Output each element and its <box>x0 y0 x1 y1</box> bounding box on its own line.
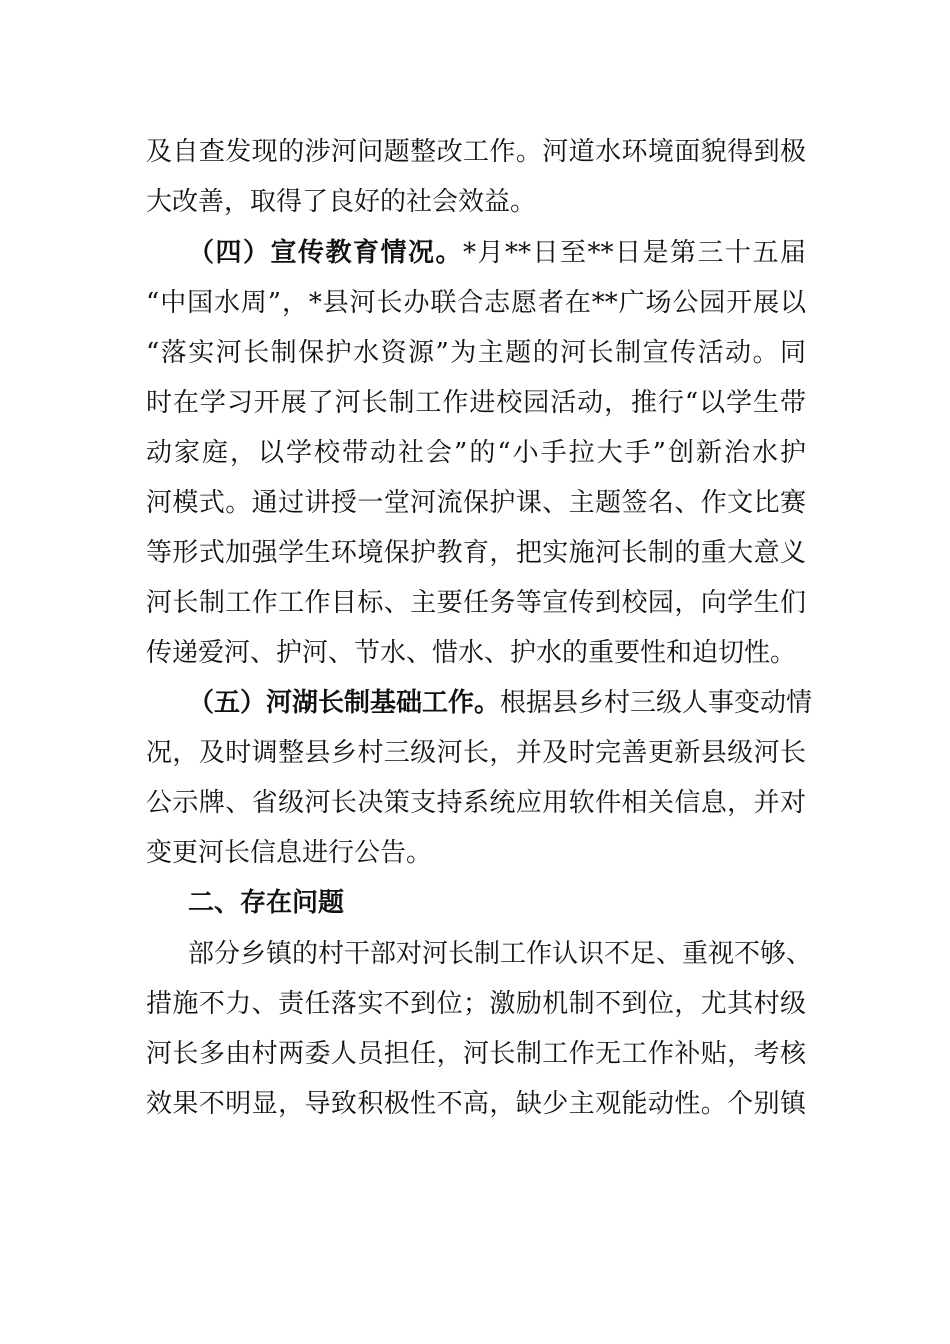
paragraph-first-line <box>188 228 806 278</box>
text-line: 况，及时调整县乡村三级河长，并及时完善更新县级河长 <box>146 738 806 768</box>
text-line: 及自查发现的涉河问题整改工作。河道水环境面貌得到极 <box>146 137 806 167</box>
text-line: 效果不明显，导致积极性不高，缺少主观能动性。个别镇 <box>146 1089 806 1119</box>
text-line: 动家庭，以学校带动社会”的“小手拉大手”创新治水护 <box>146 438 806 468</box>
text-line: 公示牌、省级河长决策支持系统应用软件相关信息，并对 <box>146 788 806 818</box>
text-line: 变更河长信息进行公告。 <box>146 838 433 868</box>
text-line: 大改善，取得了良好的社会效益。 <box>146 187 537 217</box>
text-line: “落实河长制保护水资源”为主题的河长制宣传活动。同 <box>146 338 806 368</box>
paragraph-lead-text: *月**日至**日是第三十五届 <box>463 238 806 268</box>
text-line: 河模式。通过讲授一堂河流保护课、主题签名、作文比赛 <box>146 488 806 518</box>
text-line: 部分乡镇的村干部对河长制工作认识不足、重视不够、 <box>188 939 813 969</box>
text-line: 措施不力、责任落实不到位；激励机制不到位，尤其村级 <box>146 989 806 1019</box>
text-line: 传递爱河、护河、节水、惜水、护水的重要性和迫切性。 <box>146 638 797 668</box>
paragraph-lead-heading: （五）河湖长制基础工作。 <box>188 688 501 718</box>
text-line: 河长多由村两委人员担任，河长制工作无工作补贴，考核 <box>146 1039 806 1069</box>
text-line: 等形式加强学生环境保护教育，把实施河长制的重大意义 <box>146 538 806 568</box>
paragraph-first-line <box>188 678 813 728</box>
text-line: 时在学习开展了河长制工作进校园活动，推行“以学生带 <box>146 388 806 418</box>
text-line: “中国水周”，*县河长办联合志愿者在**广场公园开展以 <box>146 288 806 318</box>
section-heading: 二、存在问题 <box>188 888 345 918</box>
paragraph-lead-heading: （四）宣传教育情况。 <box>188 238 463 268</box>
text-line: 河长制工作工作目标、主要任务等宣传到校园，向学生们 <box>146 588 806 618</box>
paragraph-lead-text: 根据县乡村三级人事变动情 <box>500 688 813 718</box>
